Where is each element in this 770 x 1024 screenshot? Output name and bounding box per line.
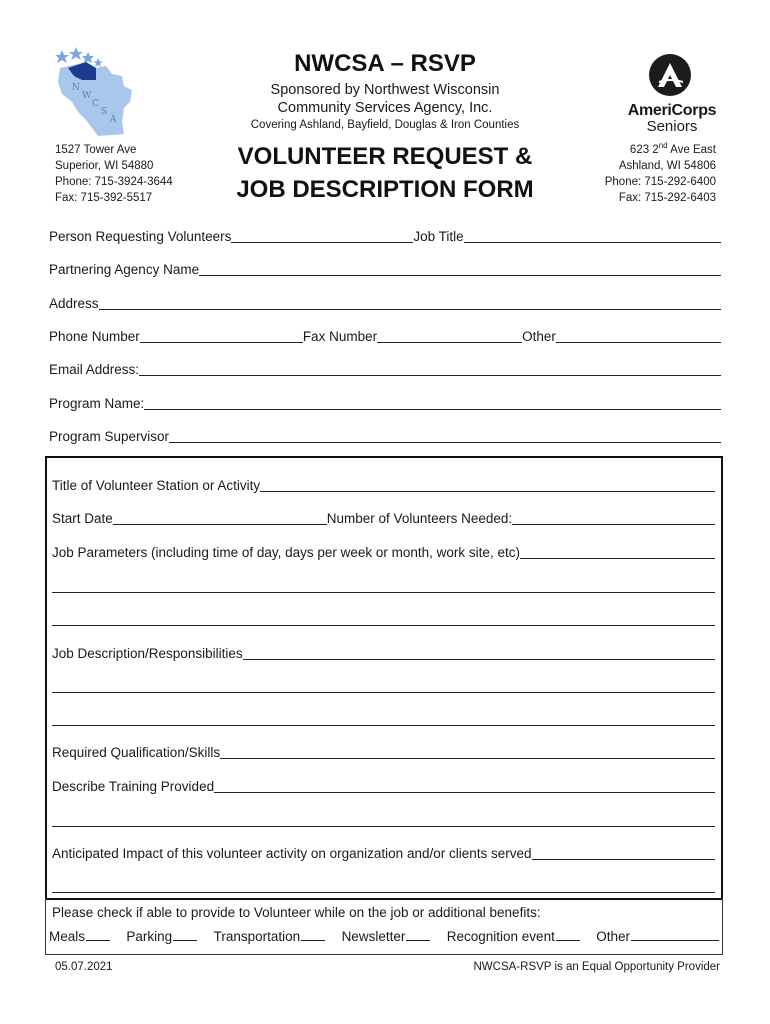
label-supervisor: Program Supervisor	[49, 429, 170, 444]
parameters-extra-line-1	[52, 576, 715, 596]
other-blank[interactable]	[556, 341, 721, 343]
label-training: Describe Training Provided	[52, 779, 215, 794]
benefit-label: Other	[596, 929, 630, 944]
parameters-blank[interactable]	[520, 557, 715, 559]
label-job-title: Job Title	[413, 229, 464, 244]
label-phone: Phone Number	[49, 329, 140, 344]
benefit-parking	[126, 929, 197, 944]
start-date-blank[interactable]	[113, 523, 327, 525]
benefit-recognition-blank[interactable]	[556, 940, 580, 941]
benefit-newsletter-blank[interactable]	[406, 940, 430, 941]
counties-line: Covering Ashland, Bayfield, Douglas & Iron Counties	[250, 119, 520, 131]
label-description: Job Description/Responsibilities	[52, 646, 243, 661]
address-left-line: Phone: 715-3924-3644	[55, 176, 173, 188]
benefit-newsletter	[342, 929, 431, 944]
americorps-a-icon	[649, 54, 691, 96]
parameters-extra-blank[interactable]	[52, 624, 715, 626]
form-date: 05.07.2021	[55, 961, 113, 973]
field-program-name	[49, 393, 721, 413]
training-extra-blank[interactable]	[52, 825, 715, 827]
field-agency	[49, 259, 721, 279]
sponsor-line-1: Sponsored by Northwest Wisconsin	[270, 82, 500, 98]
phone-blank[interactable]	[140, 341, 303, 343]
benefit-label: Transportation	[213, 929, 301, 944]
field-person-job-title	[49, 226, 721, 246]
training-blank[interactable]	[214, 791, 715, 793]
americorps-sub: Seniors	[646, 118, 698, 135]
benefit-transportation-blank[interactable]	[301, 940, 325, 941]
benefit-meals-blank[interactable]	[86, 940, 110, 941]
label-impact: Anticipated Impact of this volunteer activity on organization and/or clients served	[52, 846, 532, 861]
logo-letter-w: W	[82, 91, 92, 101]
benefit-label: Recognition event	[446, 929, 555, 944]
impact-extra-line	[52, 876, 715, 896]
americorps-name: AmeriCorps	[627, 102, 717, 119]
address-right	[605, 142, 716, 206]
form-title-line-2: JOB DESCRIPTION FORM	[236, 176, 534, 203]
benefits-note: Please check if able to provide to Volunteer while on the job or additional benefits:	[52, 905, 541, 920]
benefit-parking-blank[interactable]	[173, 940, 197, 941]
description-extra-blank[interactable]	[52, 724, 715, 726]
label-email: Email Address:	[49, 362, 140, 377]
address-right-street: 623 2nd Ave East	[629, 141, 716, 156]
description-extra-blank[interactable]	[52, 691, 715, 693]
fax-blank[interactable]	[377, 341, 522, 343]
benefit-other	[596, 929, 719, 944]
address-left-line: 1527 Tower Ave	[55, 144, 137, 156]
americorps-logo	[622, 54, 722, 135]
label-other: Other	[522, 329, 556, 344]
logo-letter-c: C	[92, 99, 99, 109]
field-email	[49, 359, 721, 379]
address-left	[55, 142, 173, 206]
qualifications-blank[interactable]	[220, 757, 715, 759]
benefit-label: Newsletter	[341, 929, 406, 944]
label-agency: Partnering Agency Name	[49, 262, 200, 277]
sponsor-line-2: Community Services Agency, Inc.	[277, 100, 493, 116]
field-supervisor	[49, 426, 721, 446]
equal-opportunity-note: NWCSA-RSVP is an Equal Opportunity Provider	[473, 961, 720, 973]
label-parameters: Job Parameters (including time of day, days per week or month, work site, etc)	[52, 545, 520, 560]
person-requesting-blank[interactable]	[231, 241, 413, 243]
benefit-recognition	[447, 929, 580, 944]
station-blank[interactable]	[260, 490, 715, 492]
supervisor-blank[interactable]	[169, 441, 721, 443]
field-training	[52, 776, 715, 796]
benefit-transportation	[214, 929, 326, 944]
num-volunteers-blank[interactable]	[512, 523, 715, 525]
address-left-line: Superior, WI 54880	[55, 160, 154, 172]
label-num-volunteers: Number of Volunteers Needed:	[326, 511, 513, 526]
description-blank[interactable]	[243, 658, 715, 660]
training-extra-line	[52, 810, 715, 830]
header-title: NWCSA – RSVP	[294, 50, 476, 77]
label-program-name: Program Name:	[49, 396, 145, 411]
label-person-requesting: Person Requesting Volunteers	[49, 229, 232, 244]
label-station: Title of Volunteer Station or Activity	[52, 478, 261, 493]
address-right-line: Ashland, WI 54806	[618, 160, 716, 172]
impact-blank[interactable]	[532, 858, 715, 860]
address-right-line: Fax: 715-292-6403	[618, 192, 716, 204]
field-phone-fax-other	[49, 326, 721, 346]
benefits-row	[49, 929, 719, 944]
logo-letter-s: S	[101, 107, 108, 117]
address-left-line: Fax: 715-392-5517	[55, 192, 153, 204]
parameters-extra-blank[interactable]	[52, 591, 715, 593]
parameters-extra-line-2	[52, 609, 715, 629]
address-right-line: Phone: 715-292-6400	[604, 176, 716, 188]
agency-blank[interactable]	[199, 274, 721, 276]
logo-letter-a: A	[110, 115, 117, 125]
form-title-line-1: VOLUNTEER REQUEST &	[237, 143, 533, 170]
benefit-label: Parking	[126, 929, 173, 944]
nwcsa-logo	[52, 46, 144, 142]
description-extra-line-1	[52, 676, 715, 696]
logo-letter-n: N	[72, 83, 80, 93]
field-impact	[52, 843, 715, 863]
impact-extra-blank[interactable]	[52, 891, 715, 893]
program-name-blank[interactable]	[144, 408, 721, 410]
benefit-meals	[49, 929, 110, 944]
field-start-date-volunteers	[52, 508, 715, 528]
label-address: Address	[49, 296, 99, 311]
description-extra-line-2	[52, 709, 715, 729]
field-parameters	[52, 542, 715, 562]
benefit-label: Meals	[49, 929, 86, 944]
email-blank[interactable]	[139, 374, 721, 376]
field-address	[49, 293, 721, 313]
field-station	[52, 475, 715, 495]
job-title-blank[interactable]	[464, 241, 721, 243]
label-start-date: Start Date	[52, 511, 113, 526]
label-fax: Fax Number	[302, 329, 378, 344]
address-blank[interactable]	[99, 308, 721, 310]
benefit-other-blank[interactable]	[631, 940, 719, 941]
field-description	[52, 643, 715, 663]
label-qualifications: Required Qualification/Skills	[52, 745, 221, 760]
field-qualifications	[52, 742, 715, 762]
